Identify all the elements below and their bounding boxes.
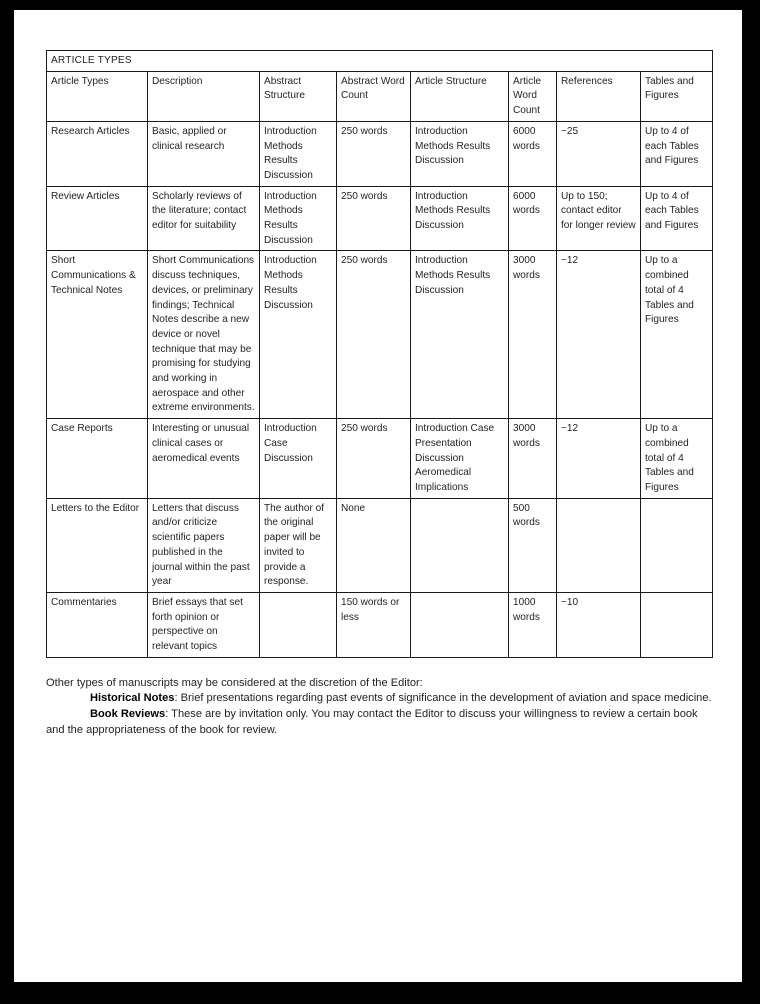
cell-description: Scholarly reviews of the literature; contact editor for suitability bbox=[148, 186, 260, 251]
article-types-table bbox=[46, 50, 713, 658]
cell-references: ~12 bbox=[557, 419, 641, 499]
cell-tables-and-figures: Up to 4 of each Tables and Figures bbox=[641, 186, 713, 251]
cell-tables-and-figures: Up to 4 of each Tables and Figures bbox=[641, 121, 713, 186]
cell-tables-and-figures bbox=[641, 498, 713, 592]
table-row bbox=[47, 498, 713, 592]
column-header-abstract-structure: Abstract Structure bbox=[260, 71, 337, 121]
table-row bbox=[47, 419, 713, 499]
cell-article-structure: Introduction Case Presentation Discussion Aeromedical Implications bbox=[411, 419, 509, 499]
cell-tables-and-figures: Up to a combined total of 4 Tables and Figures bbox=[641, 251, 713, 419]
note-historical-notes bbox=[46, 691, 712, 707]
document-body bbox=[46, 50, 712, 738]
cell-article-structure: Introduction Methods Results Discussion bbox=[411, 121, 509, 186]
note-book-reviews-label: Book Reviews bbox=[90, 707, 166, 720]
cell-abstract-word-count: 250 words bbox=[337, 419, 411, 499]
cell-article-type: Commentaries bbox=[47, 592, 148, 657]
cell-tables-and-figures bbox=[641, 592, 713, 657]
cell-references: ~25 bbox=[557, 121, 641, 186]
cell-description: Short Communications discuss techniques, devices, or preliminary findings; Technical Notes describe a new device or novel technique that may be promising for studying and working in aerospace and other extreme environments. bbox=[148, 251, 260, 419]
cell-abstract-structure: Introduction Methods Results Discussion bbox=[260, 121, 337, 186]
note-historical-notes-label: Historical Notes bbox=[90, 692, 175, 705]
note-historical-notes-text: : Brief presentations regarding past events of significance in the development of aviation and space medicine. bbox=[174, 692, 712, 705]
cell-article-type: Short Communications & Technical Notes bbox=[47, 251, 148, 419]
cell-references: ~10 bbox=[557, 592, 641, 657]
cell-article-word-count: 6000 words bbox=[509, 186, 557, 251]
cell-article-type: Letters to the Editor bbox=[47, 498, 148, 592]
table-row bbox=[47, 251, 713, 419]
cell-abstract-word-count: 150 words or less bbox=[337, 592, 411, 657]
column-header-abstract-word-count: Abstract Word Count bbox=[337, 71, 411, 121]
table-header-row bbox=[47, 71, 713, 121]
cell-article-structure: Introduction Methods Results Discussion bbox=[411, 251, 509, 419]
table-row bbox=[47, 186, 713, 251]
cell-description: Interesting or unusual clinical cases or aeromedical events bbox=[148, 419, 260, 499]
cell-abstract-word-count: 250 words bbox=[337, 186, 411, 251]
cell-article-structure: Introduction Methods Results Discussion bbox=[411, 186, 509, 251]
other-manuscript-types-notes bbox=[46, 676, 712, 738]
cell-abstract-structure: Introduction Methods Results Discussion bbox=[260, 186, 337, 251]
column-header-description: Description bbox=[148, 71, 260, 121]
cell-description: Brief essays that set forth opinion or perspective on relevant topics bbox=[148, 592, 260, 657]
cell-article-type: Research Articles bbox=[47, 121, 148, 186]
cell-references: ~12 bbox=[557, 251, 641, 419]
cell-abstract-word-count: 250 words bbox=[337, 251, 411, 419]
cell-abstract-structure: The author of the original paper will be invited to provide a response. bbox=[260, 498, 337, 592]
cell-references bbox=[557, 498, 641, 592]
cell-abstract-structure: Introduction Methods Results Discussion bbox=[260, 251, 337, 419]
note-book-reviews bbox=[46, 707, 712, 738]
cell-article-word-count: 3000 words bbox=[509, 419, 557, 499]
cell-abstract-word-count: None bbox=[337, 498, 411, 592]
column-header-tables-and-figures: Tables and Figures bbox=[641, 71, 713, 121]
cell-article-word-count: 500 words bbox=[509, 498, 557, 592]
note-book-reviews-text: : These are by invitation only. You may contact the Editor to discuss your willingness to review a certain book and the appropriateness of the book for review. bbox=[46, 707, 698, 736]
cell-article-type: Case Reports bbox=[47, 419, 148, 499]
cell-article-structure bbox=[411, 592, 509, 657]
cell-article-word-count: 1000 words bbox=[509, 592, 557, 657]
column-header-article-structure: Article Structure bbox=[411, 71, 509, 121]
table-row bbox=[47, 121, 713, 186]
cell-abstract-structure bbox=[260, 592, 337, 657]
cell-abstract-word-count: 250 words bbox=[337, 121, 411, 186]
cell-references: Up to 150; contact editor for longer review bbox=[557, 186, 641, 251]
cell-description: Basic, applied or clinical research bbox=[148, 121, 260, 186]
cell-article-word-count: 3000 words bbox=[509, 251, 557, 419]
table-title: ARTICLE TYPES bbox=[47, 51, 713, 72]
cell-article-type: Review Articles bbox=[47, 186, 148, 251]
cell-abstract-structure: Introduction Case Discussion bbox=[260, 419, 337, 499]
notes-intro: Other types of manuscripts may be considered at the discretion of the Editor: bbox=[46, 676, 423, 689]
cell-article-structure bbox=[411, 498, 509, 592]
cell-tables-and-figures: Up to a combined total of 4 Tables and Figures bbox=[641, 419, 713, 499]
column-header-article-word-count: Article Word Count bbox=[509, 71, 557, 121]
column-header-references: References bbox=[557, 71, 641, 121]
cell-description: Letters that discuss and/or criticize scientific papers published in the journal within the past year bbox=[148, 498, 260, 592]
column-header-article-types: Article Types bbox=[47, 71, 148, 121]
document-page bbox=[14, 10, 742, 982]
table-row bbox=[47, 592, 713, 657]
table-title-row bbox=[47, 51, 713, 72]
cell-article-word-count: 6000 words bbox=[509, 121, 557, 186]
